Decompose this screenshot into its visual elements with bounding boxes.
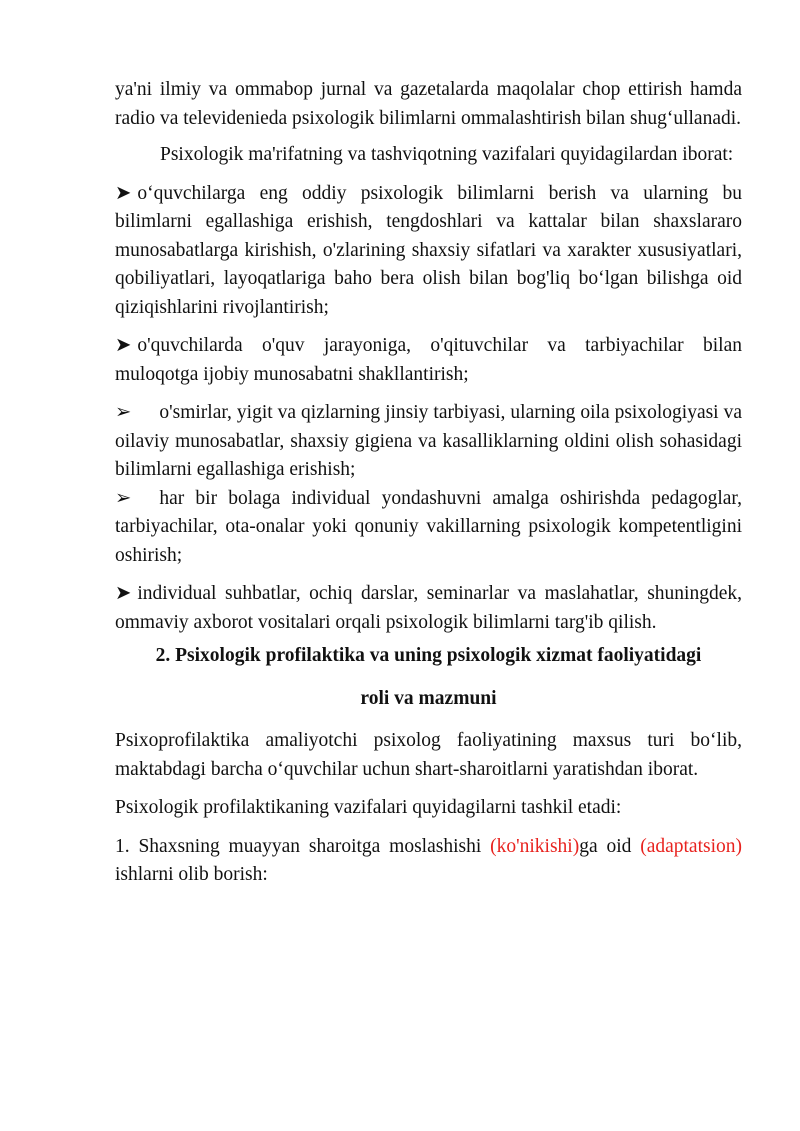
bullet-item-4: [115, 485, 742, 571]
section-heading-line-2: roli va mazmuni: [360, 688, 497, 709]
profilaktika-intro-paragraph: Psixologik profilaktikaning vazifalari quyidagilarni tashkil etadi:: [115, 797, 622, 818]
document-page: [115, 76, 742, 890]
numbered-item-1: [115, 833, 742, 890]
tasks-intro-paragraph: Psixologik ma'rifatning va tashviqotning vazifalari quyidagilardan iborat:: [160, 144, 734, 165]
arrowhead-bullet-icon: ➢: [115, 402, 132, 423]
item-text: ga oid: [579, 835, 641, 857]
bullet-text: o'quvchilarda o'quv jarayoniga, o'qituvchilar va tarbiyachilar bilan muloqotga ijobiy munosabatni shakllantirish;: [115, 335, 742, 385]
bullet-text: individual suhbatlar, ochiq darslar, seminarlar va maslahatlar, shuningdek, ommaviy axborot vositalari orqali psixologik bilimlarni targ'ib qilish.: [115, 583, 742, 633]
highlighted-term: (adaptatsion): [640, 835, 742, 857]
bullet-text: har bir bolaga individual yondashuvni amalga oshirishda pedagoglar, tarbiyachilar, ota-onalar yoki qonuniy vakillarning psixologik kompetentligini oshirish;: [115, 487, 742, 566]
bullet-text: o‘quvchilarga eng oddiy psixologik bilimlarni berish va ularning bu bilimlarni egallashiga erishish, tengdoshlari va kattalar bilan shaxslararo munosabatlarga kirishish, o'zlarining shaxsiy sifatlari va xarakter xususiyatlari, qobiliyatlari, layoqatlariga baho bera olish bilan bog'liq bo‘lgan bilishga oid qiziqishlarini rivojlantirish;: [115, 182, 742, 318]
bullet-item-5: [115, 580, 742, 637]
bullet-text: o'smirlar, yigit va qizlarning jinsiy tarbiyasi, ularning oila psixologiyasi va oilaviy munosabatlar, shaxsiy gigiena va kasalliklarning oldini olish sohasidagi bilimlarni egallashiga erishish;: [115, 402, 742, 480]
bullet-item-1: [115, 180, 742, 323]
bullet-item-3: [115, 399, 742, 485]
item-text: ishlarni olib borish:: [115, 864, 268, 885]
arrowhead-bullet-icon: ➢: [115, 487, 132, 509]
highlighted-term: (ko'nikishi): [490, 835, 580, 857]
intro-paragraph: ya'ni ilmiy va ommabop jurnal va gazetalarda maqolalar chop ettirish hamda radio va televidenieda psixologik bilimlarni ommalashtirish bilan shug‘ullanadi.: [115, 79, 742, 129]
arrow-bullet-icon: ➤: [115, 182, 132, 204]
definition-paragraph: Psixoprofilaktika amaliyotchi psixolog faoliyatining maxsus turi bo‘lib, maktabdagi barcha o‘quvchilar uchun shart-sharoitlarni yaratishdan iborat.: [115, 730, 742, 780]
item-text: 1. Shaxsning muayyan sharoitga moslashishi: [115, 835, 491, 857]
bullet-item-2: [115, 332, 742, 389]
arrow-bullet-icon: ➤: [115, 335, 132, 356]
arrow-bullet-icon: ➤: [115, 583, 132, 604]
section-heading-line-1: 2. Psixologik profilaktika va uning psixologik xizmat faoliyatidagi: [155, 645, 702, 666]
